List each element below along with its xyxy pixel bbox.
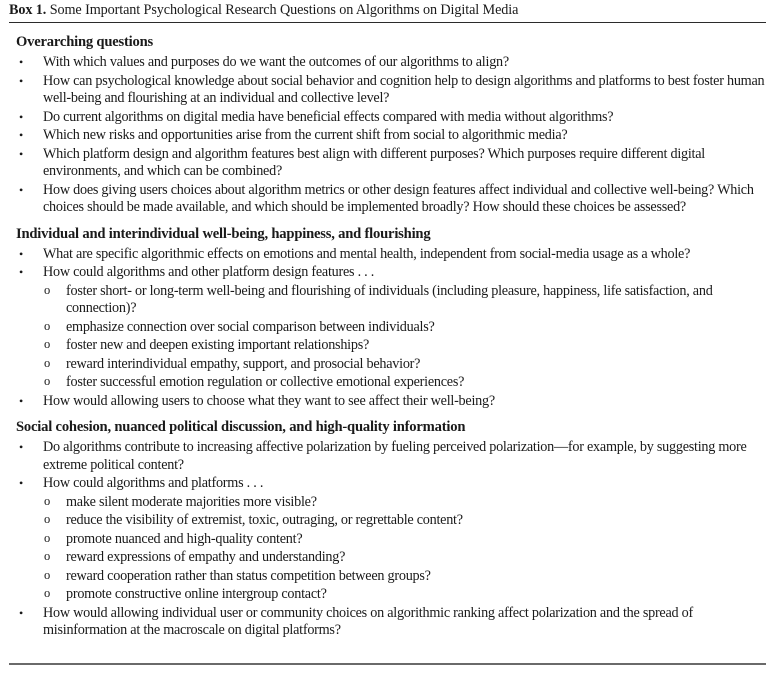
box-content	[16, 33, 766, 641]
sub-list-item: o foster new and deepen existing important relationships?	[44, 337, 370, 353]
list-item: • How does giving users choices about algorithm metrics or other design features affect individual and collective well-being? Which choices should be made available, and which should be implemented broadly? How should these choices be assessed?	[19, 181, 754, 215]
circle-bullet-icon: o	[44, 355, 50, 370]
bullet-icon: •	[19, 265, 23, 279]
bullet-icon: •	[19, 146, 23, 161]
circle-bullet-icon: o	[44, 512, 50, 526]
question-list	[16, 246, 766, 282]
box-title	[9, 2, 766, 19]
sub-list-item: o reward expressions of empathy and understanding?	[44, 549, 346, 565]
bullet-icon: •	[19, 393, 23, 408]
sub-list-item: o reward cooperation rather than status competition between groups?	[44, 567, 431, 584]
section-heading: Overarching questions	[16, 34, 154, 50]
circle-bullet-icon: o	[44, 374, 50, 388]
section-heading: Social cohesion, nuanced political discussion, and high-quality information	[16, 419, 466, 435]
circle-bullet-icon: o	[44, 337, 50, 351]
section-heading: Individual and interindividual well-being, happiness, and flourishing	[16, 225, 431, 242]
bottom-rule	[9, 663, 766, 665]
box-title-text: Some Important Psychological Research Questions on Algorithms on Digital Media	[49, 2, 519, 18]
sub-list-item: o foster successful emotion regulation or collective emotional experiences?	[44, 374, 465, 390]
circle-bullet-icon: o	[44, 282, 50, 297]
circle-bullet-icon: o	[44, 530, 50, 545]
top-rule	[9, 22, 766, 23]
list-item: • What are specific algorithmic effects on emotions and mental health, independent from social-media usage as a whole?	[19, 245, 691, 262]
section-social-cohesion	[16, 418, 766, 640]
bullet-icon: •	[19, 476, 23, 490]
question-list	[16, 54, 766, 217]
bullet-icon: •	[19, 55, 23, 69]
sub-list-item: o emphasize connection over social comparison between individuals?	[44, 318, 435, 335]
bullet-icon: •	[19, 605, 23, 620]
list-item: • Do algorithms contribute to increasing affective polarization by fueling perceived polarization—for example, by suggesting more extreme political content?	[19, 439, 747, 473]
circle-bullet-icon: o	[44, 586, 50, 600]
section-well-being	[16, 225, 766, 411]
sub-list-item: o reduce the visibility of extremist, toxic, outraging, or regrettable content?	[44, 512, 463, 528]
sub-list-item: o reward interindividual empathy, support, and prosocial behavior?	[44, 355, 421, 372]
bullet-icon: •	[19, 246, 23, 261]
bullet-icon: •	[19, 440, 23, 454]
circle-bullet-icon: o	[44, 549, 50, 563]
list-item: • Do current algorithms on digital media have beneficial effects compared with media without algorithms?	[19, 108, 614, 125]
list-item: • How could algorithms and platforms . . .	[19, 475, 264, 491]
question-list	[16, 393, 766, 411]
sub-list-item: o foster short- or long-term well-being and flourishing of individuals (including pleasure, happiness, life satisfaction, and connection)?	[44, 282, 713, 316]
circle-bullet-icon: o	[44, 493, 50, 508]
list-item: • Which platform design and algorithm features best align with different purposes? Which purposes require different digital environments, and which can be combined?	[19, 145, 705, 179]
list-item: • How would allowing users to choose what they want to see affect their well-being?	[19, 392, 495, 409]
box-label: Box 1.	[9, 2, 47, 18]
list-item: • How could algorithms and other platform design features . . .	[19, 264, 375, 280]
list-item: • With which values and purposes do we want the outcomes of our algorithms to align?	[19, 54, 509, 70]
sub-list-item: o make silent moderate majorities more visible?	[44, 493, 317, 510]
list-item: • How can psychological knowledge about social behavior and cognition help to design algorithms and platforms to best foster human well-being and flourishing at an individual and collective level?	[19, 72, 765, 106]
bullet-icon: •	[19, 109, 23, 124]
list-item: • How would allowing individual user or community choices on algorithmic ranking affect polarization and the spread of misinformation at the macroscale on digital platforms?	[19, 604, 693, 638]
section-overarching	[16, 33, 766, 217]
question-list	[16, 605, 766, 640]
question-list	[16, 439, 766, 493]
circle-bullet-icon: o	[44, 318, 50, 333]
sub-list-item: o promote nuanced and high-quality content?	[44, 530, 303, 547]
bullet-icon: •	[19, 128, 23, 142]
sub-list-item: o promote constructive online intergroup contact?	[44, 586, 327, 602]
sub-question-list	[16, 494, 766, 604]
circle-bullet-icon: o	[44, 567, 50, 582]
sub-question-list	[16, 283, 766, 392]
bullet-icon: •	[19, 182, 23, 197]
list-item: • Which new risks and opportunities arise from the current shift from social to algorithmic media?	[19, 127, 568, 143]
bullet-icon: •	[19, 73, 23, 88]
